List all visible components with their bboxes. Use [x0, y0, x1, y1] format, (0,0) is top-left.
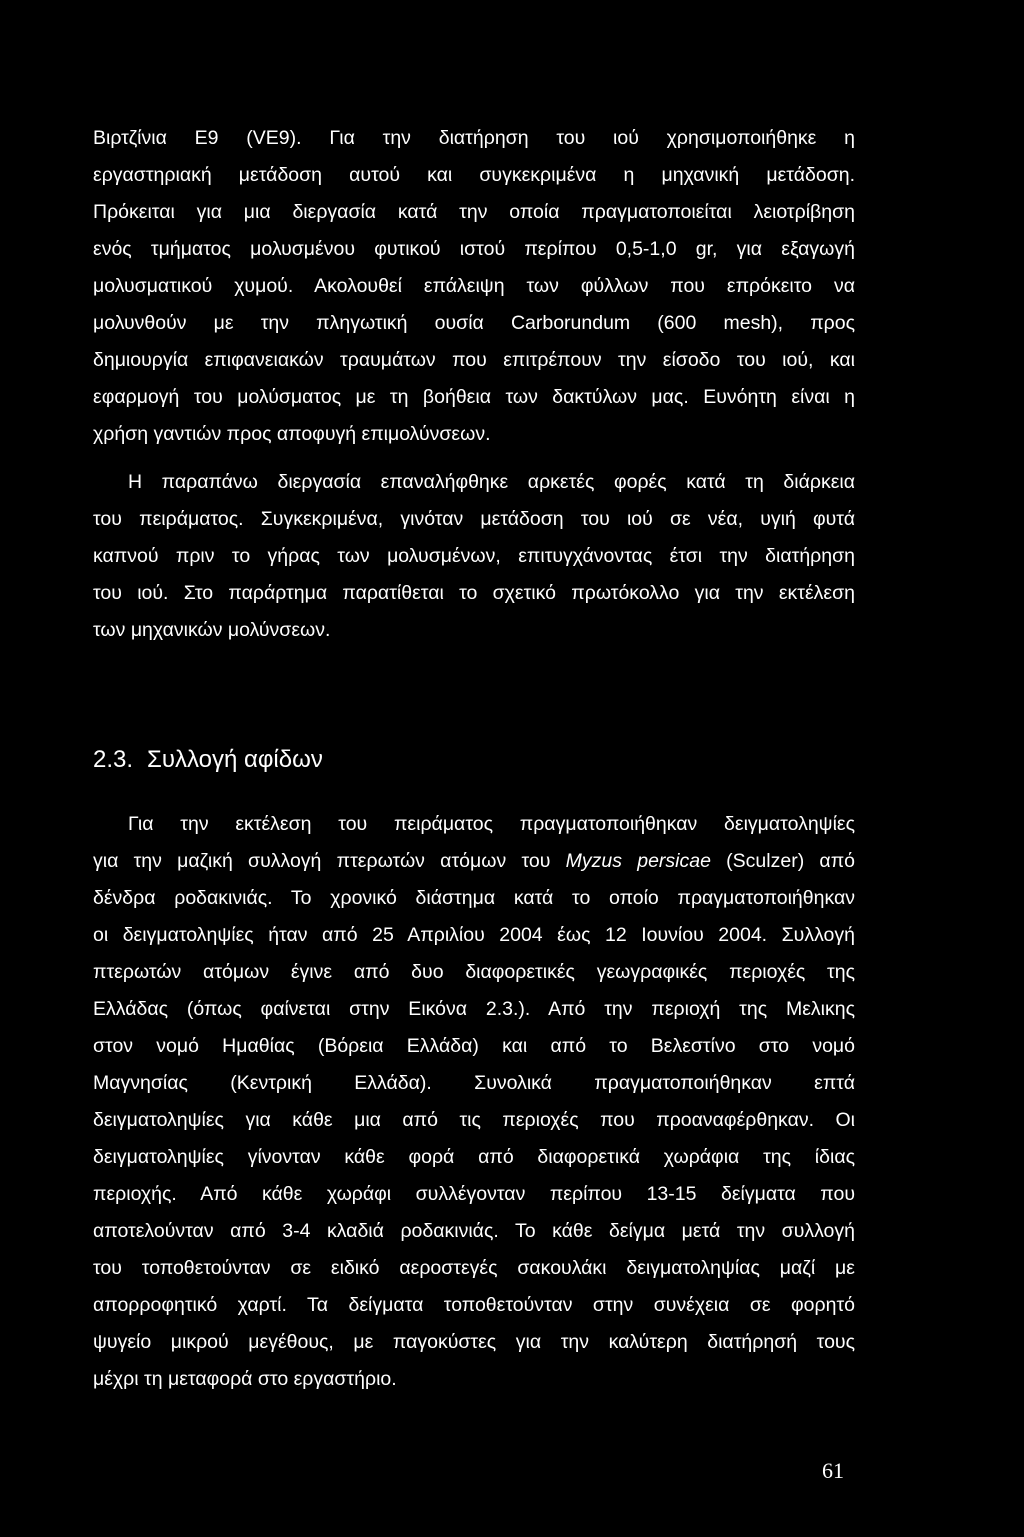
text-line: Για την εκτέλεση του πειράματος πραγματοποιήθηκαν δειγματοληψίες [128, 813, 855, 835]
text-line: Πρόκειται για μια διεργασία κατά την οποία πραγματοποιείται λειοτρίβηση [93, 201, 855, 223]
text-line: μολυσματικού χυμού. Ακολουθεί επάλειψη των φύλλων που επρόκειτο να [93, 275, 855, 297]
text-line: ενός τμήματος μολυσμένου φυτικού ιστού περίπου 0,5-1,0 gr, για εξαγωγή [93, 238, 855, 260]
text-line: εργαστηριακή μετάδοση αυτού και συγκεκριμένα η μηχανική μετάδοση. [93, 164, 855, 186]
text-line: δημιουργία επιφανειακών τραυμάτων που επιτρέπουν την είσοδο του ιού, και [93, 349, 855, 371]
page-number: 61 [822, 1458, 844, 1483]
text-line: του πειράματος. Συγκεκριμένα, γινόταν μετάδοση του ιού σε νέα, υγιή φυτά [93, 508, 855, 530]
section-title: Συλλογή αφίδων [147, 746, 323, 773]
text-line: ψυγείο μικρού μεγέθους, με παγοκύστες για την καλύτερη διατήρησή τους [93, 1331, 855, 1353]
text-line: δειγματοληψίες γίνονταν κάθε φορά από διαφορετικά χωράφια της ίδιας [93, 1146, 855, 1168]
text-line: Βιρτζίνια Ε9 (VE9). Για την διατήρηση του ιού χρησιμοποιήθηκε η [93, 127, 855, 149]
text-line: Η παραπάνω διεργασία επαναλήφθηκε αρκετές φορές κατά τη διάρκεια [128, 471, 855, 493]
text-line: καπνού πριν το γήρας των μολυσμένων, επιτυγχάνοντας έτσι την διατήρηση [93, 545, 855, 567]
text-line: μέχρι τη μεταφορά στο εργαστήριο. [93, 1368, 397, 1390]
text-line: χρήση γαντιών προς αποφυγή επιμολύνσεων. [93, 423, 491, 445]
text-line: περιοχής. Από κάθε χωράφι συλλέγονταν περίπου 13-15 δείγματα που [93, 1183, 855, 1205]
text-line: του ιού. Στο παράρτημα παρατίθεται το σχετικό πρωτόκολλο για την εκτέλεση [93, 582, 855, 604]
text-line: Ελλάδας (όπως φαίνεται στην Εικόνα 2.3.). Από την περιοχή της Μελικης [93, 998, 855, 1020]
text-line: εφαρμογή του μολύσματος με τη βοήθεια των δακτύλων μας. Ευνόητη είναι η [93, 386, 855, 408]
text-line: οι δειγματοληψίες ήταν από 25 Απριλίου 2004 έως 12 Ιουνίου 2004. Συλλογή [93, 924, 855, 946]
section-heading [93, 745, 323, 775]
text-line: στον νομό Ημαθίας (Βόρεια Ελλάδα) και από το Βελεστίνο στο νομό [93, 1035, 855, 1057]
species-name: Myzus persicae [565, 850, 711, 872]
text-line: των μηχανικών μολύνσεων. [93, 619, 331, 641]
text-line: μολυνθούν με την πληγωτική ουσία Carborundum (600 mesh), προς [93, 312, 855, 334]
text-line: για την μαζική συλλογή πτερωτών ατόμων του Myzus persicae (Sculzer) από [93, 850, 856, 872]
text-line: πτερωτών ατόμων έγινε από δυο διαφορετικές γεωγραφικές περιοχές της [93, 961, 855, 983]
text-line: δειγματοληψίες για κάθε μια από τις περιοχές που προαναφέρθηκαν. Οι [93, 1109, 855, 1131]
text-line: αποτελούνταν από 3-4 κλαδιά ροδακινιάς. Το κάθε δείγμα μετά την συλλογή [93, 1220, 855, 1242]
text-line: δένδρα ροδακινιάς. Το χρονικό διάστημα κατά το οποίο πραγματοποιήθηκαν [93, 887, 855, 909]
text-line: Μαγνησίας (Κεντρική Ελλάδα). Συνολικά πραγματοποιήθηκαν επτά [93, 1072, 855, 1094]
section-number: 2.3. [93, 746, 134, 773]
text-line: απορροφητικό χαρτί. Τα δείγματα τοποθετούνταν στην συνέχεια σε φορητό [93, 1294, 855, 1316]
text-line: του τοποθετούνταν σε ειδικό αεροστεγές σακουλάκι δειγματοληψίας μαζί με [93, 1257, 855, 1279]
